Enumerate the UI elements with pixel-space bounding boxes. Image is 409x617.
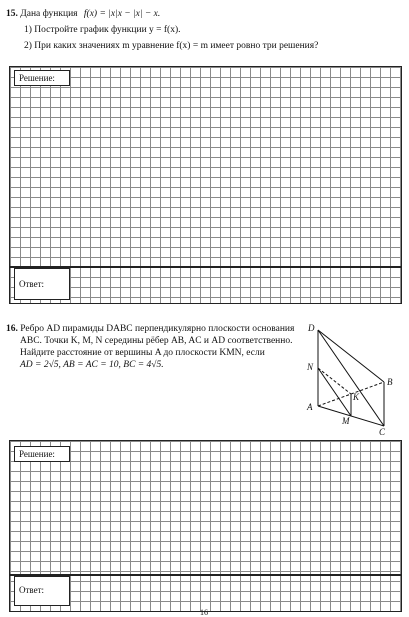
problem-16-answer-label: Ответ: <box>14 576 70 606</box>
problem-15-function: f(x) = |x|x − |x| − x. <box>83 9 161 19</box>
problem-15-item-1: 1) Постройте график функции y = f(x). <box>24 25 181 35</box>
pyramid-figure <box>304 322 404 437</box>
label-M: M <box>342 416 350 426</box>
problem-15-statement <box>6 8 401 52</box>
segment-NK <box>318 368 351 394</box>
label-D: D <box>308 323 315 333</box>
label-K: K <box>353 392 360 402</box>
label-A: A <box>307 402 313 412</box>
page-number: 16 <box>200 608 208 617</box>
problem-15-intro: Дана функция <box>20 9 78 19</box>
problem-16-solution-label: Решение: <box>14 446 70 462</box>
problem-16-line-4: AD = 2√5, AB = AC = 10, BC = 4√5. <box>20 360 164 370</box>
problem-15-answer-divider <box>9 266 402 268</box>
problem-16-number: 16. <box>6 324 18 334</box>
problem-16-answer-divider <box>9 574 402 576</box>
problem-15-answer-label: Ответ: <box>14 268 70 300</box>
label-C: C <box>379 427 386 437</box>
problem-15-solution-label: Решение: <box>14 70 70 86</box>
problem-16-line-1: Ребро AD пирамиды DABC перпендикулярно плоскости основания <box>20 324 295 334</box>
problem-15-number: 15. <box>6 9 18 19</box>
problem-16-line-2: ABC. Точки K, M, N середины рёбер AB, AC и AD соответственно. <box>20 336 293 346</box>
problem-16-line-3: Найдите расстояние от вершины A до плоскости KMN, если <box>20 348 265 358</box>
problem-16-statement <box>6 323 304 371</box>
label-B: B <box>387 377 393 387</box>
problem-15-item-2: 2) При каких значениях m уравнение f(x) = m имеет ровно три решения? <box>24 41 319 51</box>
problem-15-header <box>6 8 401 20</box>
segment-NM <box>318 368 351 416</box>
edge-DB <box>318 330 384 382</box>
label-N: N <box>307 362 314 372</box>
